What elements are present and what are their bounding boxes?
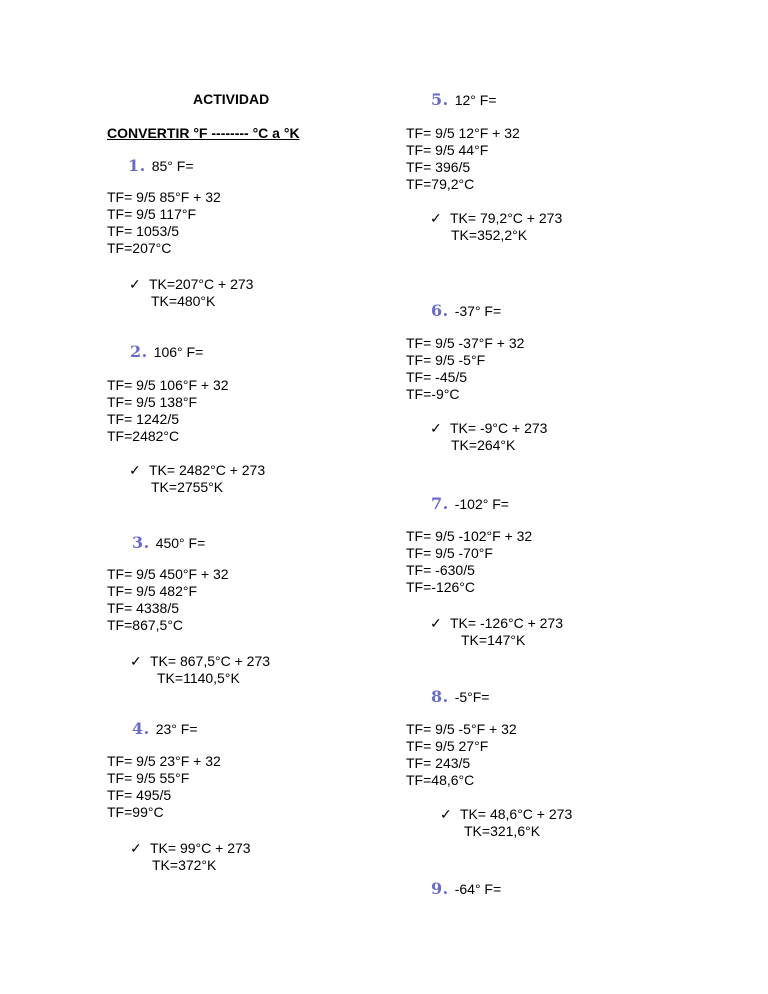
problem-number: 1. — [128, 156, 146, 175]
calculation-line: TF= 9/5 12°F + 32 — [406, 125, 520, 141]
calculation-line: TF= 9/5 27°F — [406, 738, 489, 754]
kelvin-formula: TK= 79,2°C + 273 — [450, 210, 563, 226]
calculation-block — [406, 125, 520, 193]
calculation-line: TF= 9/5 -102°F + 32 — [406, 528, 533, 544]
calculation-line: TF= 9/5 117°F — [107, 206, 196, 222]
calculation-line: TF= -630/5 — [406, 562, 475, 578]
kelvin-block — [129, 462, 265, 496]
calculation-line: TF= 9/5 -70°F — [406, 545, 493, 561]
kelvin-result: TK=321,6°K — [464, 823, 541, 839]
calculation-block — [406, 528, 532, 596]
subtitle: CONVERTIR °F -------- °C a °K — [107, 125, 300, 141]
problem-header — [431, 880, 501, 898]
kelvin-result: TK=2755°K — [151, 479, 224, 495]
kelvin-block — [130, 653, 270, 687]
kelvin-block — [430, 210, 562, 244]
problem-question: -64° F= — [454, 881, 502, 897]
problem-header — [431, 688, 489, 706]
calculation-line: TF=79,2°C — [406, 176, 475, 192]
calculation-line: TF= 9/5 55°F — [107, 770, 190, 786]
kelvin-formula: TK= 2482°C + 273 — [149, 462, 266, 478]
problem-question: 23° F= — [155, 721, 198, 737]
calculation-line: TF= 243/5 — [406, 755, 471, 771]
problem-number: 2. — [130, 342, 148, 361]
calculation-line: TF=48,6°C — [406, 772, 475, 788]
calculation-block — [406, 335, 524, 403]
checkmark-icon: ✓ — [129, 462, 141, 478]
problem-number: 4. — [132, 719, 150, 738]
calculation-block — [107, 377, 229, 445]
checkmark-icon: ✓ — [440, 806, 452, 822]
problem-question: -37° F= — [454, 303, 502, 319]
calculation-block — [107, 753, 221, 821]
kelvin-result: TK=372°K — [152, 857, 217, 873]
problem-question: 85° F= — [151, 158, 194, 174]
problem-header — [132, 720, 198, 738]
kelvin-result: TK=480°K — [151, 293, 216, 309]
checkmark-icon: ✓ — [130, 840, 142, 856]
calculation-line: TF= 9/5 482°F — [107, 583, 198, 599]
calculation-line: TF= 9/5 23°F + 32 — [107, 753, 221, 769]
problem-number: 7. — [431, 494, 449, 513]
calculation-line: TF= 9/5 -5°F + 32 — [406, 721, 517, 737]
kelvin-line — [430, 210, 562, 227]
kelvin-result: TK=264°K — [451, 437, 516, 453]
calculation-line: TF= 495/5 — [107, 787, 172, 803]
kelvin-line — [130, 840, 251, 857]
calculation-line: TF=867,5°C — [107, 617, 184, 633]
kelvin-formula: TK= 48,6°C + 273 — [460, 806, 573, 822]
calculation-line: TF=99°C — [107, 804, 164, 820]
checkmark-icon: ✓ — [129, 276, 141, 292]
calculation-line: TF= 1242/5 — [107, 411, 179, 427]
problem-question: -102° F= — [454, 496, 509, 512]
calculation-line: TF= 9/5 450°F + 32 — [107, 566, 229, 582]
kelvin-line — [440, 806, 572, 823]
calculation-block — [107, 566, 229, 634]
kelvin-line — [129, 462, 265, 479]
problem-header — [130, 343, 203, 361]
checkmark-icon: ✓ — [430, 615, 442, 631]
calculation-line: TF= 396/5 — [406, 159, 471, 175]
problem-number: 8. — [431, 687, 449, 706]
problem-question: -5°F= — [454, 689, 490, 705]
kelvin-line — [130, 653, 270, 670]
calculation-line: TF= 9/5 85°F + 32 — [107, 189, 221, 205]
calculation-block — [406, 721, 517, 789]
kelvin-formula: TK= 867,5°C + 273 — [150, 653, 271, 669]
problem-header — [132, 534, 205, 552]
kelvin-block — [129, 276, 253, 310]
problem-header — [431, 91, 497, 109]
calculation-line: TF= 9/5 138°F — [107, 394, 198, 410]
kelvin-result: TK=1140,5°K — [157, 670, 240, 686]
kelvin-formula: TK= -126°C + 273 — [450, 615, 563, 631]
kelvin-block — [430, 420, 547, 454]
calculation-line: TF=-126°C — [406, 579, 476, 595]
calculation-line: TF=-9°C — [406, 386, 460, 402]
calculation-line: TF= 9/5 106°F + 32 — [107, 377, 229, 393]
checkmark-icon: ✓ — [430, 210, 442, 226]
kelvin-formula: TK= 99°C + 273 — [150, 840, 251, 856]
problem-question: 12° F= — [454, 92, 497, 108]
kelvin-result: TK=352,2°K — [451, 227, 528, 243]
kelvin-line — [129, 276, 253, 293]
checkmark-icon: ✓ — [130, 653, 142, 669]
kelvin-block — [130, 840, 251, 874]
problem-number: 3. — [132, 533, 150, 552]
kelvin-result: TK=147°K — [461, 632, 526, 648]
kelvin-formula: TK=207°C + 273 — [149, 276, 254, 292]
problem-header — [431, 302, 501, 320]
calculation-line: TF=2482°C — [107, 428, 180, 444]
calculation-line: TF= -45/5 — [406, 369, 468, 385]
calculation-line: TF=207°C — [107, 240, 172, 256]
kelvin-line — [430, 615, 563, 632]
calculation-line: TF= 9/5 44°F — [406, 142, 489, 158]
kelvin-block — [440, 806, 572, 840]
calculation-line: TF= 1053/5 — [107, 223, 179, 239]
calculation-line: TF= 9/5 -5°F — [406, 352, 486, 368]
calculation-block — [107, 189, 221, 257]
kelvin-formula: TK= -9°C + 273 — [450, 420, 548, 436]
problem-number: 5. — [431, 90, 449, 109]
kelvin-block — [430, 615, 563, 649]
calculation-line: TF= 4338/5 — [107, 600, 179, 616]
kelvin-line — [430, 420, 547, 437]
problem-header — [431, 495, 509, 513]
page-title: ACTIVIDAD — [193, 91, 270, 107]
problem-question: 106° F= — [153, 344, 204, 360]
checkmark-icon: ✓ — [430, 420, 442, 436]
problem-number: 6. — [431, 301, 449, 320]
problem-question: 450° F= — [155, 535, 206, 551]
calculation-line: TF= 9/5 -37°F + 32 — [406, 335, 525, 351]
problem-header — [128, 157, 194, 175]
problem-number: 9. — [431, 879, 449, 898]
